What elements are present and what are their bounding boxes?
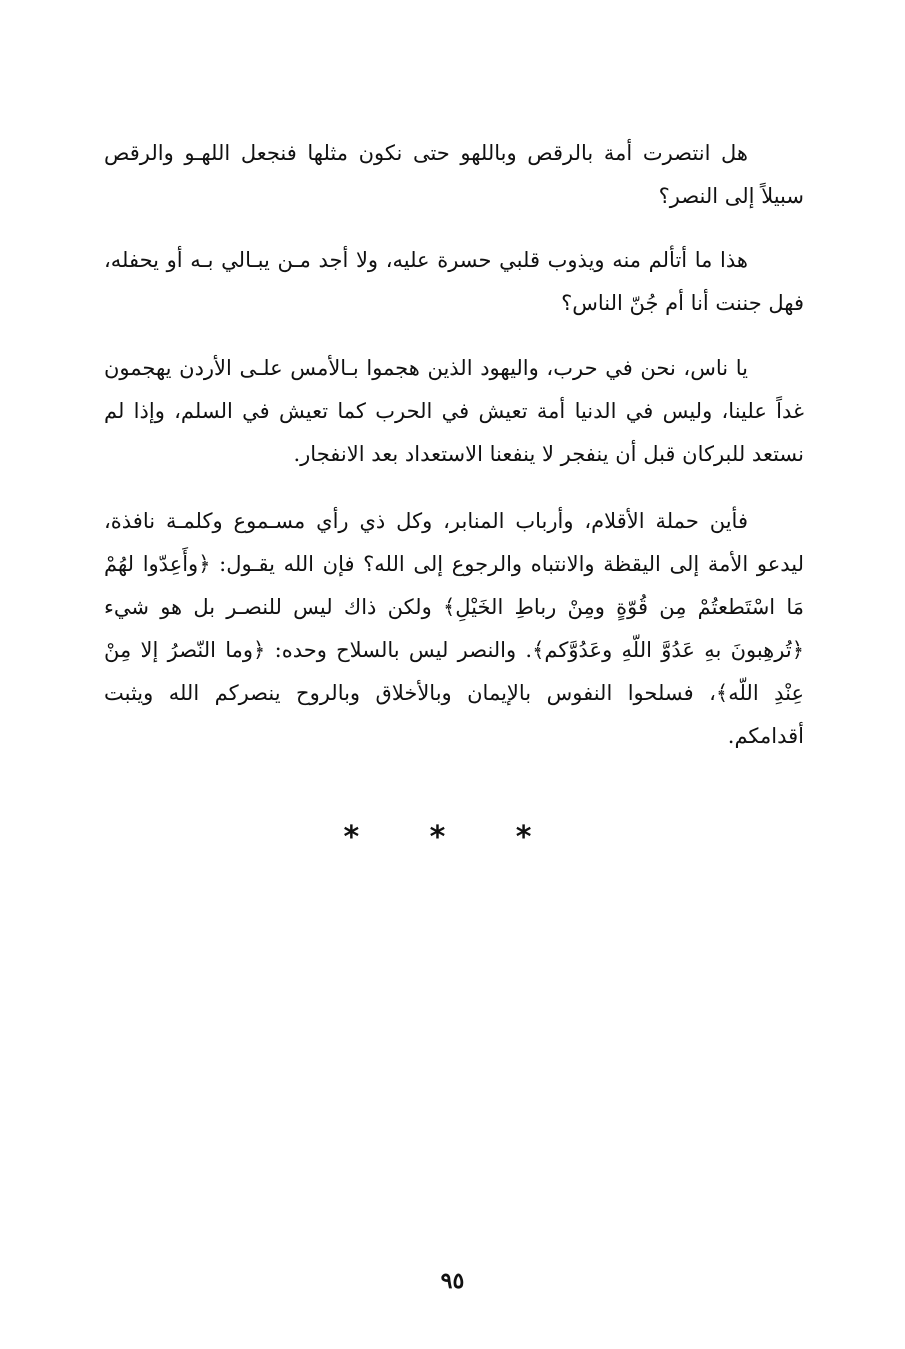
paragraph-4: فأين حملة الأقلام، وأرباب المنابر، وكل ذي رأي مسـموع وكلمـة نافذة، ليدعو الأمة إلى اليقظة والانتباه والرجوع إلى الله؟ فإن الله يقـول: ﴿وأَعِدّوا لهُمْ مَا اسْتَطعتُمْ مِن قُوّةٍ ومِنْ رباطِ الخَيْلِ﴾ ولكن ذاك ليس للنصـر بل هو شيء ﴿تُرهِبونَ بهِ عَدُوَّ اللّهِ وعَدُوَّكم﴾. والنصر ليس بالسلاح وحده: ﴿وما النّصرُ إلا مِنْ عِنْدِ اللّه﴾، فسلحوا النفوس بالإيمان وبالأخلاق وبالروح ينصركم الله ويثبت أقدامكم. bbox=[104, 509, 804, 748]
section-separator: * * * bbox=[343, 820, 562, 855]
page-number: ٩٥ bbox=[440, 1268, 465, 1294]
paragraph-3: يا ناس، نحن في حرب، واليهود الذين هجموا بـالأمس علـى الأردن يهجمون غداً علينا، وليس في الدنيا أمة تعيش في الحرب كما تعيش في السلم، وإذا لم نستعد للبركان قبل أن ينفجر لا ينفعنا الاستعداد بعد الانفجار. bbox=[104, 356, 804, 466]
paragraph-1: هل انتصرت أمة بالرقص وباللهو حتى نكون مثلها فنجعل اللهـو والرقص سبيلاً إلى النصر؟ bbox=[104, 141, 804, 208]
paragraph-2: هذا ما أتألم منه ويذوب قلبي حسرة عليه، ولا أجد مـن يبـالي بـه أو يحفله، فهل جننت أنا أم جُنّ الناس؟ bbox=[104, 248, 804, 315]
body-text bbox=[104, 132, 804, 784]
